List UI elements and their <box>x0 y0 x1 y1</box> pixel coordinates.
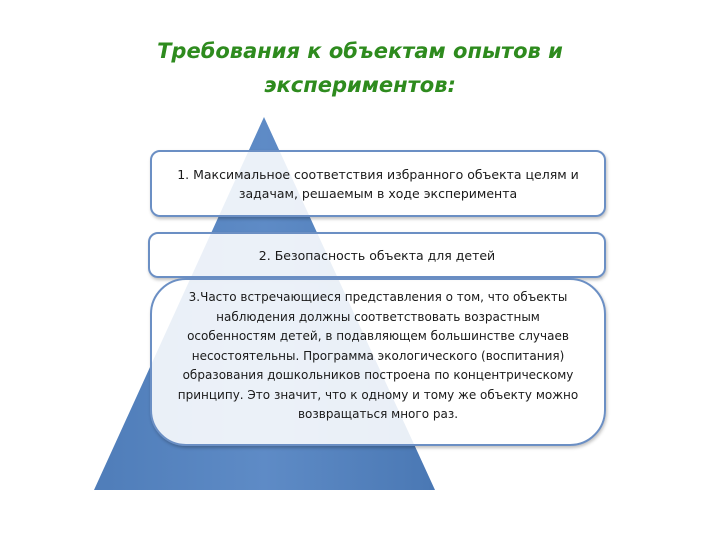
pyramid-level-3-text: 3.Часто встречающиеся представления о том, что объекты наблюдения должны соответствовать возрастным особенностям детей, в подавляющем большинстве случаев несостоятельны. Программа экологического (воспитания) образования дошкольников построена по концентрическому принципу. Это значит, что к одному и тому же объекту можно возвращаться много раз. <box>177 290 579 421</box>
pyramid-level-2 <box>148 232 606 278</box>
slide-title-line-2: экспериментов: <box>264 73 456 97</box>
pyramid-level-1 <box>150 150 606 217</box>
pyramid-level-2-text: 2. Безопасность объекта для детей <box>258 247 496 263</box>
slide-title-line-1: Требования к объектам опытов и <box>157 39 563 63</box>
pyramid-level-3 <box>150 278 606 446</box>
pyramid-level-1-text: 1. Максимальное соответствия избранного объекта целям и задачам, решаемым в ходе эксперимента <box>177 166 579 201</box>
